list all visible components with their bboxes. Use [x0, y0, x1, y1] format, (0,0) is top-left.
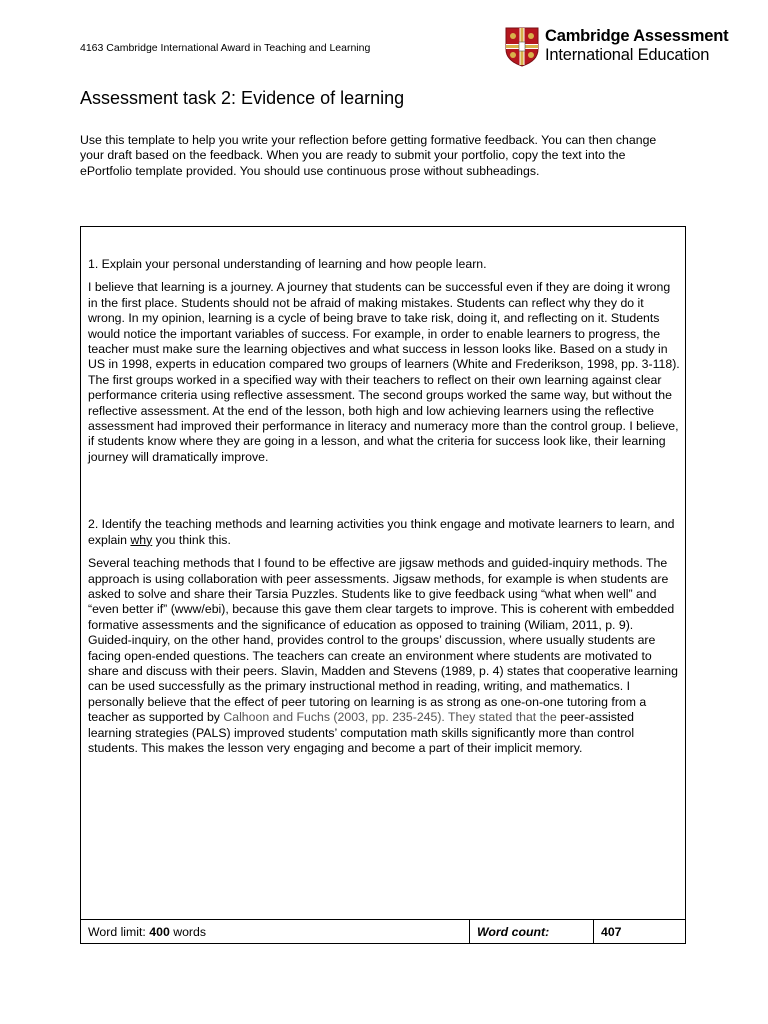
- answer-2-end: peer-assisted learning strategies (PALS) improved students’ computation math skills significantly more than control students. This makes the lesson very engaging and become a part of their implicit memory.: [88, 710, 635, 755]
- course-code: 4163 Cambridge International Award in Teaching and Learning: [80, 42, 371, 54]
- answer-2-citation: Calhoon and Fuchs (2003, pp. 235-245). They stated that the: [223, 710, 557, 725]
- answer-2-main: Several teaching methods that I found to be effective are jigsaw methods and guided-inquiry methods. The approach is using collaboration with peer assessments. Jigsaw methods, for example is when students are asked to solve and share their Tarsia Puzzles. Students like to give feedback using “what when well” and “even better if” (www/ebi), because this gave them clear targets to improve. This is coherent with embedded formative assessments and the significance of education as opposed to training (Wiliam, 2011, p. 9). Guided-inquiry, on the other hand, provides control to the groups’ discussion, where usually students are facing open-ended questions. The teachers can create an environment where students are motivated to share and discuss with their peers. Slavin, Madden and Stevens (1989, p. 4) states that cooperative learning can be used successfully as the primary instructional method in reading, writing, and mathematics. I personally believe that the effect of peer tutoring on learning is as strong as one-on-one tutoring from a teacher as supported by: [88, 556, 678, 725]
- question-2-text: 2. Identify the teaching methods and learning activities you think engage and motivate learners to learn, and explain: [88, 517, 675, 547]
- logo-text-line1: Cambridge Assessment: [545, 27, 729, 45]
- cambridge-shield-icon: [505, 27, 539, 67]
- reflection-content: [88, 257, 680, 756]
- page-title: Assessment task 2: Evidence of learning: [80, 88, 405, 108]
- word-limit-cell: [81, 920, 470, 944]
- word-limit-value: 400: [149, 925, 170, 939]
- word-count-label: Word count:: [470, 920, 594, 944]
- word-limit-label: Word limit:: [88, 925, 150, 939]
- intro-paragraph: Use this template to help you write your reflection before getting formative feedback. You can then change your draft based on the feedback. When you are ready to submit your portfolio, copy the text into the ePortfolio template provided. You should use continuous prose without subheadings.: [80, 133, 657, 178]
- cambridge-logo: [505, 27, 735, 67]
- answer-1: I believe that learning is a journey. A journey that students can be successful even if they are doing it wrong in the first place. Students should not be afraid of making mistakes. Students can reflect why they do it wrong. In my opinion, learning is a cycle of being brave to take risk, doing it, and reflecting on it. Students would notice the important variables of success. For example, in order to enable learners to progress, the teacher must make sure the learning objectives and what success in lesson looks like. Based on a study in US in 1998, experts in education compared two groups of learners (White and Frederikson, 1998, pp. 3-118). The first groups worked in a specified way with their teachers to reflect on their own learning against clear performance criteria using reflective assessment. The second groups worked the same way, but without the reflective assessment. At the end of the lesson, both high and low achieving learners using the reflective assessment had improved their performance in literacy and numeracy more than the control group. I believe, if students know where they are going in a lesson, and what the criteria for success look like, their learning journey will dramatically improve.: [88, 280, 680, 464]
- reflection-box: [80, 226, 686, 944]
- word-limit-unit: words: [169, 925, 207, 939]
- logo-text-line2: International Education: [545, 46, 710, 64]
- question-2: [88, 517, 680, 548]
- word-count-value: 407: [601, 925, 622, 939]
- word-count-row: [81, 919, 685, 944]
- question-2-end: you think this.: [152, 532, 231, 547]
- question-2-why: why: [130, 532, 153, 547]
- answer-2: [88, 556, 680, 756]
- question-1: 1. Explain your personal understanding of learning and how people learn.: [88, 257, 487, 271]
